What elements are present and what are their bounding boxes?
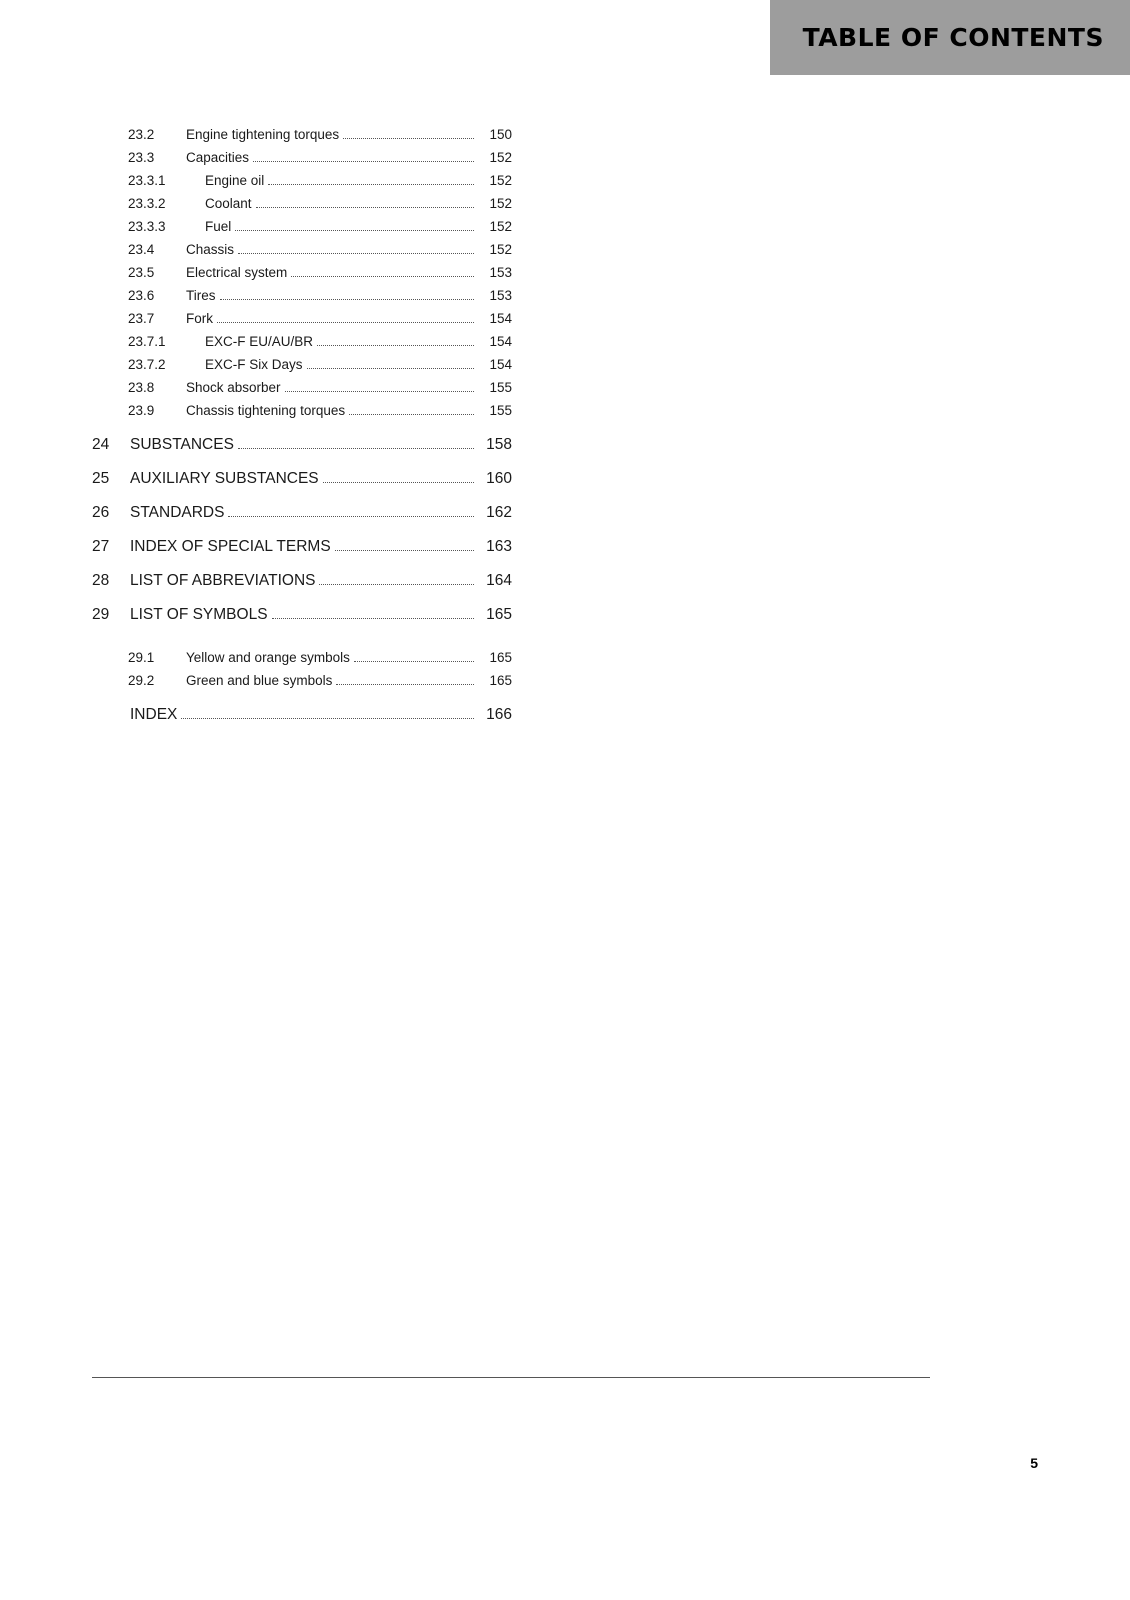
toc-entry[interactable]	[92, 381, 512, 404]
toc-entry-page: 155	[489, 403, 512, 418]
toc-entry[interactable]	[92, 312, 512, 335]
toc-entry-number: 23.3	[128, 150, 155, 165]
toc-entry-page: 160	[486, 470, 512, 487]
toc-entry-page: 165	[489, 673, 512, 688]
page-title: TABLE OF CONTENTS	[802, 23, 1104, 52]
table-of-contents	[92, 128, 512, 741]
toc-leader-dots	[220, 299, 475, 300]
toc-entry-label: Shock absorber	[186, 380, 281, 395]
toc-entry-label: SUBSTANCES	[130, 436, 234, 453]
toc-entry[interactable]	[92, 539, 512, 573]
toc-entry-label: INDEX	[130, 706, 178, 723]
toc-entry[interactable]	[92, 243, 512, 266]
toc-entry-page: 152	[489, 219, 512, 234]
toc-entry-label: Coolant	[205, 196, 252, 211]
toc-entry-page: 154	[489, 334, 512, 349]
toc-entry-number: 23.3.1	[128, 173, 166, 188]
toc-entry[interactable]	[92, 674, 512, 697]
toc-entry[interactable]	[92, 289, 512, 312]
toc-entry-label: LIST OF SYMBOLS	[130, 606, 268, 623]
toc-leader-dots	[235, 230, 474, 231]
toc-entry-page: 165	[489, 650, 512, 665]
toc-entry-number: 23.7	[128, 311, 155, 326]
toc-entry-page: 154	[489, 311, 512, 326]
page-header-banner	[770, 0, 1130, 75]
toc-entry-label: Engine tightening torques	[186, 127, 340, 142]
toc-leader-dots	[343, 138, 474, 139]
toc-entry-label: Engine oil	[205, 173, 265, 188]
toc-entry[interactable]	[92, 358, 512, 381]
toc-entry-label: Green and blue symbols	[186, 673, 333, 688]
toc-leader-dots	[285, 391, 474, 392]
footer-page-number: 5	[1030, 1455, 1038, 1471]
toc-entry-number: 29.1	[128, 650, 155, 665]
toc-leader-dots	[238, 448, 474, 449]
toc-entry-number: 29.2	[128, 673, 155, 688]
toc-leader-dots	[228, 516, 474, 517]
toc-entry-number: 23.3.3	[128, 219, 166, 234]
toc-entry-number: 26	[92, 504, 110, 521]
toc-entry[interactable]	[92, 220, 512, 243]
toc-entry-number: 23.8	[128, 380, 155, 395]
toc-leader-dots	[291, 276, 474, 277]
toc-entry[interactable]	[92, 197, 512, 220]
toc-entry-page: 166	[486, 706, 512, 723]
toc-entry-number: 23.7.1	[128, 334, 166, 349]
toc-entry-page: 150	[489, 127, 512, 142]
toc-entry[interactable]	[92, 335, 512, 358]
toc-entry-label: Tires	[186, 288, 216, 303]
toc-entry-page: 155	[489, 380, 512, 395]
toc-entry-label: Yellow and orange symbols	[186, 650, 350, 665]
toc-entry-page: 158	[486, 436, 512, 453]
toc-entry-label: LIST OF ABBREVIATIONS	[130, 572, 316, 589]
toc-entry[interactable]	[92, 404, 512, 427]
toc-entry-label: Chassis tightening torques	[186, 403, 346, 418]
toc-leader-dots	[335, 550, 474, 551]
toc-entry-page: 152	[489, 242, 512, 257]
toc-entry-number: 25	[92, 470, 110, 487]
toc-leader-dots	[181, 718, 474, 719]
toc-entry-page: 152	[489, 150, 512, 165]
footer-divider	[92, 1377, 930, 1378]
toc-leader-dots	[272, 618, 474, 619]
toc-entry-page: 154	[489, 357, 512, 372]
toc-entry[interactable]	[92, 471, 512, 505]
toc-leader-dots	[317, 345, 474, 346]
toc-entry-label: EXC-F Six Days	[205, 357, 303, 372]
toc-entry-page: 165	[486, 606, 512, 623]
toc-leader-dots	[349, 414, 474, 415]
toc-entry[interactable]	[92, 573, 512, 607]
toc-entry[interactable]	[92, 437, 512, 471]
toc-entry-number: 27	[92, 538, 110, 555]
toc-entry-number: 23.6	[128, 288, 155, 303]
toc-entry-page: 152	[489, 196, 512, 211]
toc-leader-dots	[336, 684, 474, 685]
toc-entry-page: 163	[486, 538, 512, 555]
toc-entry-label: INDEX OF SPECIAL TERMS	[130, 538, 331, 555]
toc-entry[interactable]	[92, 651, 512, 674]
toc-leader-dots	[307, 368, 474, 369]
toc-leader-dots	[354, 661, 474, 662]
toc-entry-number: 23.5	[128, 265, 155, 280]
toc-entry-label: Chassis	[186, 242, 235, 257]
toc-entry-label: Capacities	[186, 150, 250, 165]
toc-entry-number: 23.2	[128, 127, 155, 142]
toc-entry-page: 153	[489, 265, 512, 280]
toc-leader-dots	[217, 322, 474, 323]
toc-entry[interactable]	[92, 607, 512, 641]
toc-entry-number: 29	[92, 606, 110, 623]
toc-entry-number: 23.4	[128, 242, 155, 257]
toc-leader-dots	[238, 253, 474, 254]
toc-entry[interactable]	[92, 151, 512, 174]
toc-entry[interactable]	[92, 266, 512, 289]
toc-leader-dots	[323, 482, 474, 483]
toc-entry-page: 162	[486, 504, 512, 521]
toc-entry[interactable]	[92, 505, 512, 539]
toc-leader-dots	[268, 184, 474, 185]
toc-entry-label: STANDARDS	[130, 504, 225, 521]
toc-entry-number: 23.7.2	[128, 357, 166, 372]
toc-leader-dots	[319, 584, 474, 585]
toc-entry-number: 24	[92, 436, 110, 453]
toc-entry-number: 23.9	[128, 403, 155, 418]
toc-entry-number: 28	[92, 572, 110, 589]
toc-entry-number: 23.3.2	[128, 196, 166, 211]
toc-entry-page: 164	[486, 572, 512, 589]
toc-entry-label: Electrical system	[186, 265, 288, 280]
toc-entry-label: EXC-F EU/AU/BR	[205, 334, 314, 349]
toc-entry-page: 153	[489, 288, 512, 303]
toc-leader-dots	[256, 207, 474, 208]
toc-entry[interactable]	[92, 174, 512, 197]
toc-entry[interactable]	[92, 707, 512, 741]
toc-leader-dots	[253, 161, 474, 162]
toc-entry-label: Fork	[186, 311, 213, 326]
toc-entry[interactable]	[92, 128, 512, 151]
toc-entry-label: Fuel	[205, 219, 232, 234]
toc-entry-page: 152	[489, 173, 512, 188]
toc-entry-label: AUXILIARY SUBSTANCES	[130, 470, 319, 487]
